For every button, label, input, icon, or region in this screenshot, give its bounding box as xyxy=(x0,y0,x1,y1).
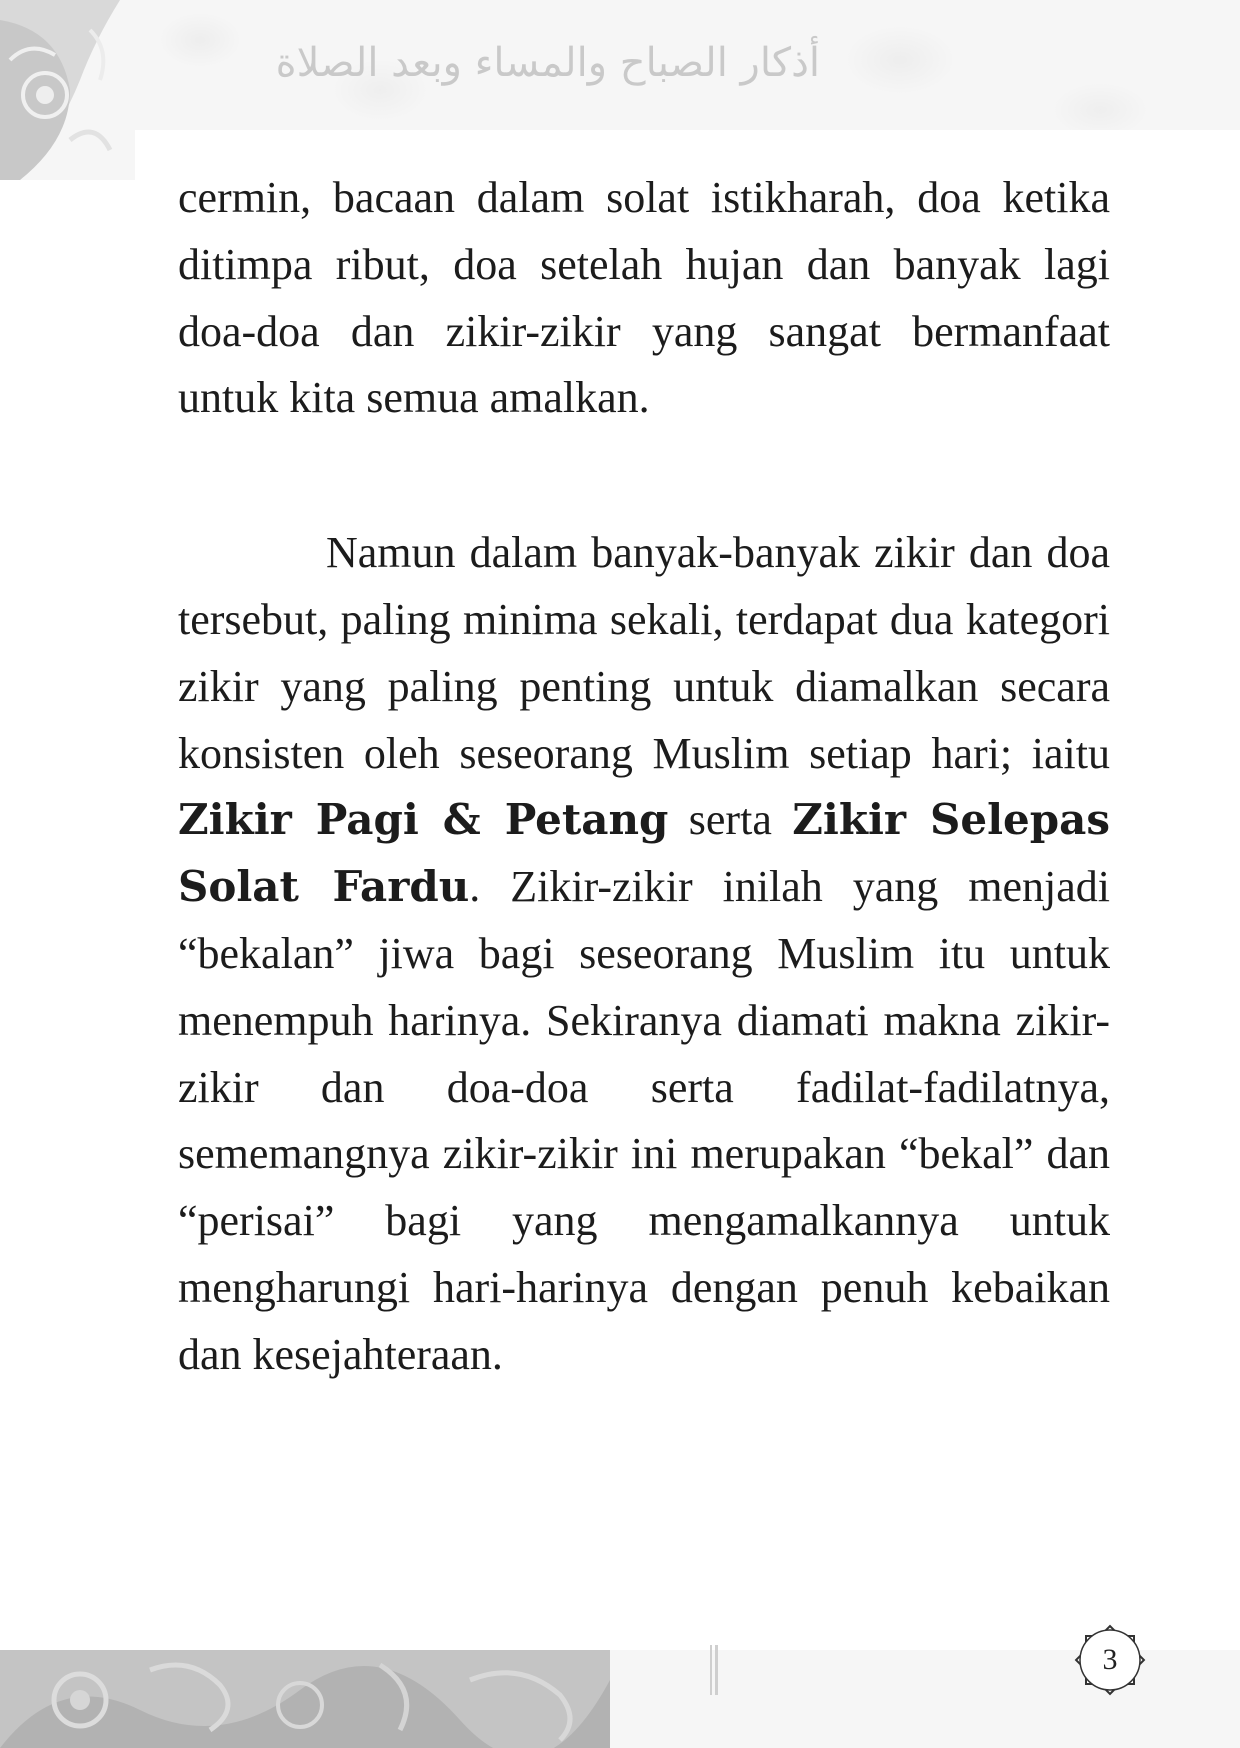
footer-ornamental-band xyxy=(0,1650,1240,1748)
page-body-text xyxy=(178,165,1110,1389)
bold-term-zikir-pagi-petang: Zikir Pagi & Petang xyxy=(178,795,669,845)
paragraph-1: cermin, bacaan dalam solat istikharah, doa ketika ditimpa ribut, doa setelah hujan dan banyak lagi doa-doa dan zikir-zikir yang sangat bermanfaat untuk kita semua amalkan. xyxy=(178,173,1110,423)
bold-term-zikir-selepas-solat: Zikir Selepas Solat Fardu xyxy=(178,795,1110,912)
page-number-badge xyxy=(1068,1618,1152,1702)
paragraph-2-text-3: . Zikir-zikir inilah yang menjadi “bekalan” jiwa bagi seseorang Muslim itu untuk menempuh harinya. Sekiranya diamati makna zikir-zikir dan doa-doa serta fadilat-fadilatnya, sememangnya zikir-zikir ini merupakan “bekal” dan “perisai” bagi yang mengamalkannya untuk mengharungi hari-harinya dengan penuh kebaikan dan kesejahteraan. xyxy=(178,862,1110,1379)
footer-divider-lines xyxy=(710,1645,718,1695)
header-arabic-title: أذكار الصباح والمساء وبعد الصلاة xyxy=(275,40,820,86)
page-number: 3 xyxy=(1102,1643,1118,1676)
paragraph-spacer xyxy=(178,432,1110,520)
corner-floral-ornament xyxy=(0,0,140,180)
paragraph-2-text-1: Namun dalam banyak-banyak zikir dan doa tersebut, paling minima sekali, terdapat dua kategori zikir yang paling penting untuk diamalkan secara konsisten oleh seseorang Muslim setiap hari; iaitu xyxy=(178,528,1110,778)
paragraph-2-text-2: serta xyxy=(668,795,793,845)
paragraph-2 xyxy=(178,520,1110,1388)
footer-floral-ornament xyxy=(0,1650,610,1748)
